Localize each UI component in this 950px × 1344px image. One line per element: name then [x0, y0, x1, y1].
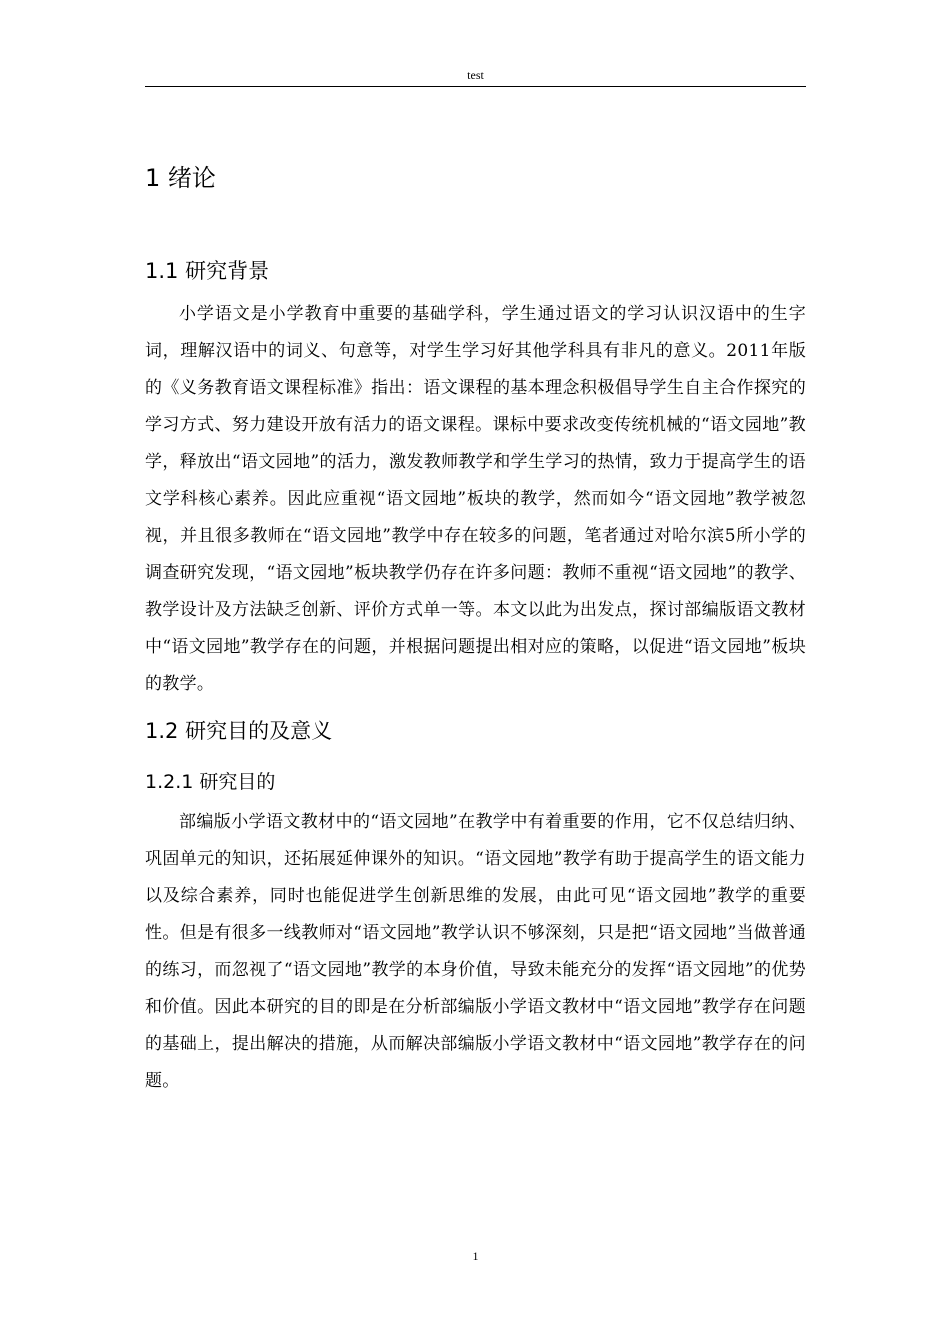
page-body	[145, 150, 806, 1100]
page-number: 1	[472, 1249, 479, 1263]
section-heading-1-2: 1.2 研究目的及意义	[145, 719, 333, 743]
section-heading-1-2-1: 1.2.1 研究目的	[145, 771, 276, 793]
section-1-2-1-paragraph: 部编版小学语文教材中的“语文园地”在教学中有着重要的作用，它不仅总结归纳、巩固单元的知识，还拓展延伸课外的知识。“语文园地”教学有助于提高学生的语文能力以及综合素养，同时也能促进学生创新思维的发展，由此可见“语文园地”教学的重要性。但是有很多一线教师对“语文园地”教学认识不够深刻，只是把“语文园地”当做普通的练习，而忽视了“语文园地”教学的本身价值，导致未能充分的发挥“语文园地”的优势和价值。因此本研究的目的即是在分析部编版小学语文教材中“语文园地”教学存在问题的基础上，提出解决的措施，从而解决部编版小学语文教材中“语文园地”教学存在的问题。	[145, 812, 806, 1091]
chapter-heading: 1 绪论	[145, 164, 216, 192]
section-heading-1-1: 1.1 研究背景	[145, 259, 270, 283]
running-header: test	[467, 68, 484, 82]
section-1-1-paragraph: 小学语文是小学教育中重要的基础学科，学生通过语文的学习认识汉语中的生字词，理解汉语中的词义、句意等，对学生学习好其他学科具有非凡的意义。2011年版的《义务教育语文课程标准》指出：语文课程的基本理念积极倡导学生自主合作探究的学习方式、努力建设开放有活力的语文课程。课标中要求改变传统机械的“语文园地”教学，释放出“语文园地”的活力，激发教师教学和学生学习的热情，致力于提高学生的语文学科核心素养。因此应重视“语文园地”板块的教学，然而如今“语文园地”教学被忽视，并且很多教师在“语文园地”教学中存在较多的问题，笔者通过对哈尔滨5所小学的调查研究发现，“语文园地”板块教学仍存在许多问题：教师不重视“语文园地”的教学、教学设计及方法缺乏创新、评价方式单一等。本文以此为出发点，探讨部编版语文教材中“语文园地”教学存在的问题，并根据问题提出相对应的策略，以促进“语文园地”板块的教学。	[145, 304, 806, 694]
header-divider	[145, 86, 806, 87]
